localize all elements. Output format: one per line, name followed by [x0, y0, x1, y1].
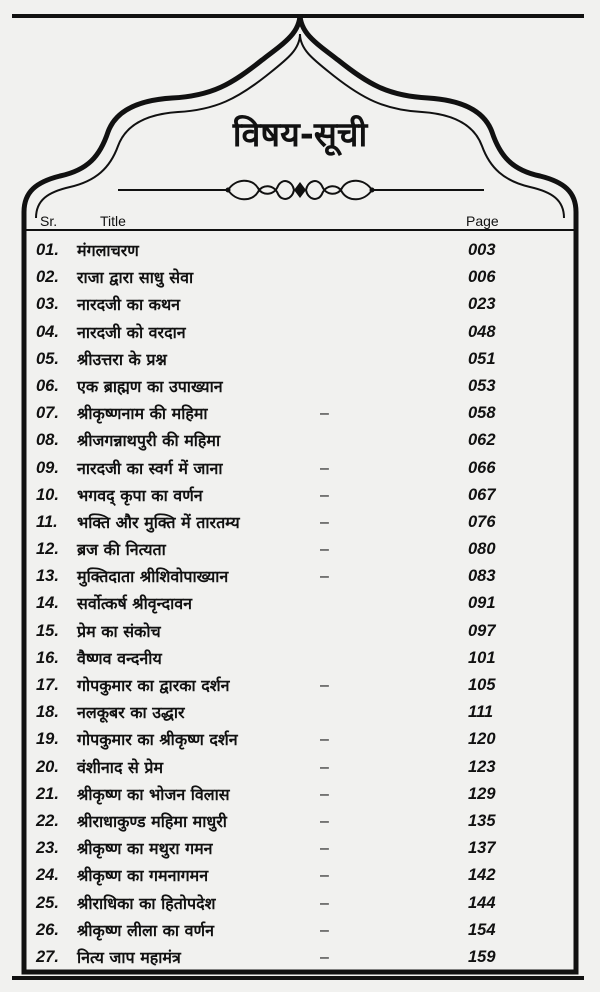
entry-page: 053	[468, 376, 496, 395]
entry-title: श्रीकृष्ण का भोजन विलास	[77, 784, 230, 804]
contents-entry	[32, 699, 572, 726]
entry-page: 067	[468, 485, 496, 504]
entry-dash: –	[320, 541, 329, 559]
column-header-title: Title	[100, 213, 126, 229]
entry-dash: –	[320, 812, 329, 830]
entry-number: 20.	[36, 757, 59, 776]
entry-number: 19.	[36, 730, 59, 749]
entry-dash: –	[320, 867, 329, 885]
contents-entry	[32, 400, 572, 427]
entry-page: 135	[468, 811, 496, 830]
entry-page: 137	[468, 839, 496, 858]
contents-entry	[32, 835, 572, 862]
contents-entry	[32, 482, 572, 509]
contents-entry	[32, 373, 572, 400]
entry-title: श्रीकृष्ण का मथुरा गमन	[77, 839, 213, 859]
entry-page: 048	[468, 322, 496, 341]
contents-entry	[32, 427, 572, 454]
entry-title: राजा द्वारा साधु सेवा	[77, 268, 194, 288]
entry-page: 105	[468, 676, 496, 694]
entry-number: 11.	[36, 512, 58, 531]
entry-number: 26.	[36, 920, 59, 939]
entry-title: गोपकुमार का श्रीकृष्ण दर्शन	[77, 730, 238, 750]
entry-title: नारदजी का कथन	[77, 295, 181, 315]
entry-title: सर्वोत्कर्ष श्रीवृन्दावन	[77, 594, 193, 614]
entry-page: 123	[468, 757, 496, 776]
contents-entry	[32, 862, 572, 889]
entry-page: 129	[468, 784, 496, 803]
entry-page: 062	[468, 431, 496, 450]
entry-number: 14.	[36, 594, 59, 613]
entry-number: 03.	[36, 295, 59, 314]
entry-dash: –	[320, 731, 329, 749]
entry-title: गोपकुमार का द्वारका दर्शन	[77, 676, 230, 695]
contents-entry	[32, 509, 572, 536]
entry-title: भक्ति और मुक्ति में तारतम्य	[77, 512, 240, 532]
entry-page: 097	[468, 621, 496, 640]
contents-entry	[32, 645, 572, 672]
entry-number: 15.	[36, 621, 59, 640]
contents-entry	[32, 944, 572, 971]
entry-title: श्रीजगन्नाथपुरी की महिमा	[77, 431, 221, 451]
entry-number: 12.	[36, 540, 59, 559]
entry-title: श्रीकृष्ण का गमनागमन	[77, 866, 209, 886]
contents-entry	[32, 346, 572, 373]
entry-title: मंगलाचरण	[77, 241, 139, 260]
contents-entry	[32, 781, 572, 808]
entry-dash: –	[320, 758, 329, 776]
entry-title: वैष्णव वन्दनीय	[77, 648, 162, 668]
entry-dash: –	[320, 486, 329, 504]
contents-entry	[32, 264, 572, 291]
entry-title: श्रीकृष्णनाम की महिमा	[77, 404, 208, 424]
contents-entry	[32, 536, 572, 563]
entry-page: 058	[468, 404, 496, 423]
entry-number: 16.	[36, 648, 59, 667]
entry-page: 003	[468, 241, 496, 259]
contents-entry	[32, 808, 572, 835]
entry-dash: –	[320, 677, 329, 694]
entry-title: नलकूबर का उद्धार	[77, 703, 185, 723]
entry-title: ब्रज की नित्यता	[77, 540, 166, 560]
entry-number: 21.	[36, 784, 59, 803]
entry-number: 07.	[36, 404, 59, 423]
entry-page: 006	[468, 268, 496, 287]
entry-number: 17.	[36, 676, 59, 694]
bottom-border-rule	[12, 976, 584, 980]
entry-page: 091	[468, 594, 496, 613]
entry-dash: –	[320, 459, 329, 477]
entry-number: 25.	[36, 893, 59, 912]
entry-number: 27.	[36, 947, 59, 966]
contents-entry	[32, 455, 572, 482]
entry-number: 01.	[36, 241, 59, 259]
contents-entry	[32, 672, 572, 699]
entry-page: 066	[468, 458, 496, 477]
entry-number: 23.	[36, 839, 59, 858]
entry-page: 076	[468, 512, 496, 531]
column-header-page: Page	[466, 213, 499, 229]
entry-title: वंशीनाद से प्रेम	[77, 757, 164, 777]
entry-number: 06.	[36, 376, 59, 395]
header-rule	[26, 229, 576, 231]
entry-title: प्रेम का संकोच	[77, 621, 161, 641]
entry-page: 111	[468, 703, 494, 722]
entry-number: 05.	[36, 349, 59, 368]
entry-dash: –	[320, 921, 329, 939]
contents-entry	[32, 917, 572, 944]
entry-page: 080	[468, 540, 496, 559]
entry-title: नारदजी का स्वर्ग में जाना	[77, 458, 223, 478]
entry-title: श्रीराधिका का हितोपदेश	[77, 893, 216, 913]
entry-dash: –	[320, 894, 329, 912]
entry-dash: –	[320, 513, 329, 531]
contents-entry	[32, 618, 572, 645]
entry-dash: –	[320, 568, 329, 586]
contents-entry	[32, 291, 572, 318]
entry-number: 22.	[36, 811, 59, 830]
contents-entry	[32, 563, 572, 590]
contents-list	[32, 237, 572, 971]
entry-title: श्रीराधाकुण्ड महिमा माधुरी	[77, 811, 227, 831]
contents-entry	[32, 726, 572, 753]
entry-page: 101	[468, 648, 496, 667]
entry-page: 051	[468, 349, 496, 368]
entry-page: 154	[468, 920, 496, 939]
entry-number: 13.	[36, 567, 59, 586]
entry-number: 18.	[36, 703, 59, 722]
entry-page: 144	[468, 893, 496, 912]
entry-dash: –	[320, 948, 329, 966]
entry-page: 083	[468, 567, 496, 586]
entry-number: 09.	[36, 458, 59, 477]
contents-entry	[32, 237, 572, 264]
entry-number: 04.	[36, 322, 59, 341]
contents-entry	[32, 319, 572, 346]
entry-number: 10.	[36, 485, 59, 504]
entry-number: 08.	[36, 431, 59, 450]
entry-title: भगवद् कृपा का वर्णन	[77, 485, 203, 505]
entry-page: 023	[468, 295, 496, 314]
entry-title: श्रीउत्तरा के प्रश्न	[77, 349, 167, 369]
entry-number: 02.	[36, 268, 59, 287]
column-header-sr: Sr.	[40, 213, 58, 229]
contents-entry	[32, 754, 572, 781]
entry-number: 24.	[36, 866, 59, 885]
entry-page: 159	[468, 947, 496, 966]
entry-title: मुक्तिदाता श्रीशिवोपाख्यान	[77, 567, 229, 587]
entry-title: नित्य जाप महामंत्र	[77, 947, 181, 967]
entry-page: 120	[468, 730, 496, 749]
entry-title: एक ब्राह्मण का उपाख्यान	[77, 376, 223, 396]
contents-entry	[32, 590, 572, 617]
entry-title: नारदजी को वरदान	[77, 322, 186, 342]
entry-dash: –	[320, 405, 329, 423]
contents-entry	[32, 890, 572, 917]
entry-dash: –	[320, 840, 329, 858]
page-heading: विषय-सूची	[232, 115, 368, 155]
entry-title: श्रीकृष्ण लीला का वर्णन	[77, 920, 214, 940]
entry-dash: –	[320, 785, 329, 803]
entry-page: 142	[468, 866, 496, 885]
